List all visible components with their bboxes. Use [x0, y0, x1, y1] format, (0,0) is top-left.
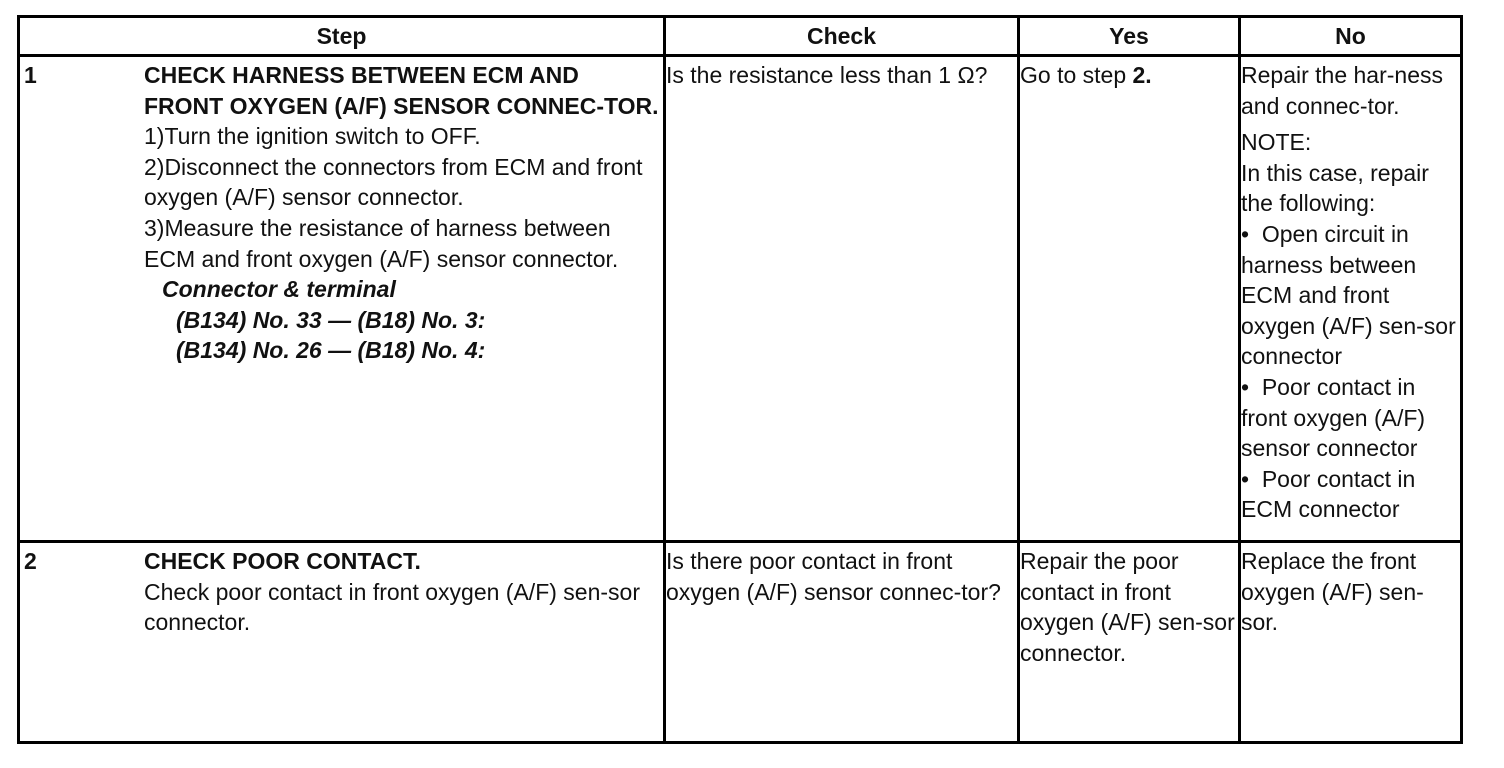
yes-text: Go to step — [1020, 62, 1133, 88]
note-label: NOTE: — [1241, 129, 1312, 156]
step-cell — [19, 542, 665, 743]
check-text: Is there poor contact in front oxygen (A/F) sensor connec-tor? — [666, 548, 1001, 605]
diagnostic-table — [17, 15, 1463, 744]
check-text: Is the resistance less than 1 Ω? — [666, 62, 988, 88]
step-title: CHECK HARNESS BETWEEN ECM AND FRONT OXYGEN (A/F) SENSOR CONNEC-TOR. — [144, 62, 659, 119]
table-header-row — [19, 17, 1462, 56]
header-check: Check — [665, 17, 1019, 56]
note-intro: In this case, repair the following: — [1241, 159, 1429, 217]
note-item: • Poor contact in ECM connector — [1241, 464, 1460, 525]
header-yes: Yes — [1019, 17, 1240, 56]
check-cell — [665, 542, 1019, 743]
step-instruction: 1)Turn the ignition switch to OFF. — [144, 123, 481, 150]
step-cell — [19, 56, 665, 542]
yes-cell — [1019, 56, 1240, 542]
yes-cell — [1019, 542, 1240, 743]
step-instruction: 2)Disconnect the connectors from ECM and front oxygen (A/F) sensor connector. — [144, 153, 643, 211]
header-step: Step — [19, 17, 665, 56]
step-title: CHECK POOR CONTACT. — [144, 548, 421, 574]
step-instruction: 3)Measure the resistance of harness between ECM and front oxygen (A/F) sensor connector. — [144, 214, 619, 272]
table-row — [19, 56, 1462, 542]
connector-line: (B134) No. 26 — (B18) No. 4: — [176, 337, 486, 364]
yes-text: Repair the poor contact in front oxygen (A/F) sen-sor connector. — [1020, 548, 1235, 666]
note-item: • Open circuit in harness between ECM and front oxygen (A/F) sen-sor connector — [1241, 219, 1460, 372]
no-cell — [1240, 542, 1462, 743]
no-text: Replace the front oxygen (A/F) sen-sor. — [1241, 548, 1424, 636]
yes-step-ref: 2. — [1132, 62, 1152, 88]
table-row — [19, 542, 1462, 743]
no-action: Repair the har-ness and connec-tor. — [1241, 62, 1443, 119]
note-item: • Poor contact in front oxygen (A/F) sensor connector — [1241, 372, 1460, 464]
connector-line: (B134) No. 33 — (B18) No. 3: — [176, 306, 486, 333]
no-cell — [1240, 56, 1462, 542]
check-cell — [665, 56, 1019, 542]
connector-heading: Connector & terminal — [162, 276, 396, 303]
header-no: No — [1240, 17, 1462, 56]
step-instruction: Check poor contact in front oxygen (A/F) sen-sor connector. — [144, 578, 640, 636]
step-number: 2 — [24, 548, 37, 574]
step-number: 1 — [24, 62, 37, 88]
